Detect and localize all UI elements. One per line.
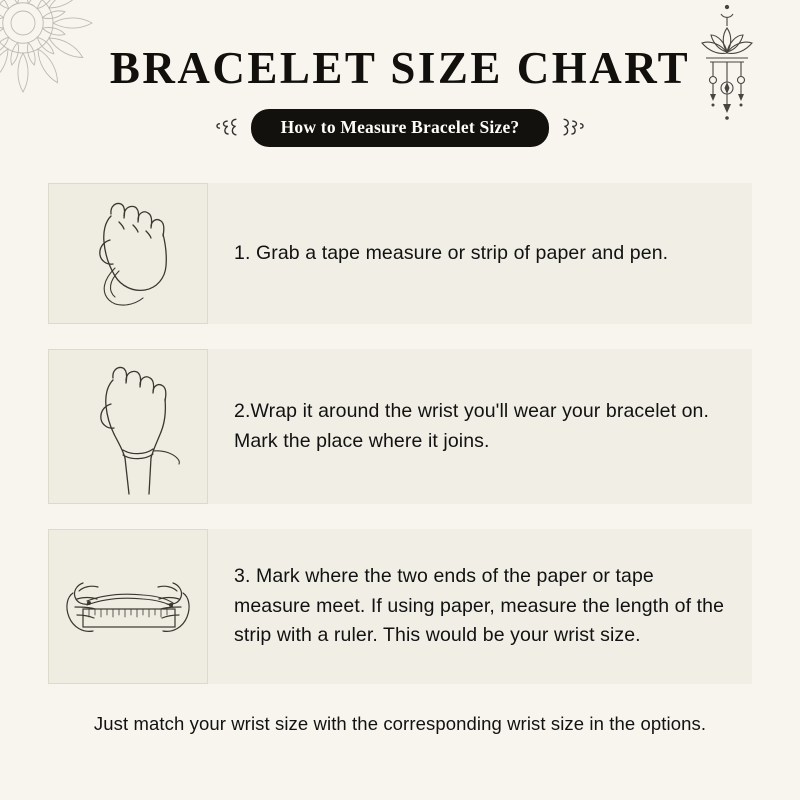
step-2-text: 2.Wrap it around the wrist you'll wear your bracelet on. Mark the place where it joins.	[234, 399, 710, 452]
list-item	[48, 349, 752, 504]
step-1-figure	[48, 183, 208, 324]
subtitle-row	[0, 109, 800, 147]
hands-measuring-strip-with-ruler-illustration	[53, 547, 203, 667]
list-item	[48, 183, 752, 324]
hand-with-tape-measure-illustration	[53, 188, 203, 320]
page-header	[0, 0, 800, 147]
page-title: BRACELET SIZE CHART	[109, 43, 691, 93]
step-3-text: 3. Mark where the two ends of the paper or tape measure meet. If using paper, measure the length of the strip with a ruler. This would be your wrist size.	[234, 565, 725, 647]
footer-note: Just match your wrist size with the corresponding wrist size in the options.	[93, 713, 707, 734]
flourish-ornament-left	[213, 115, 239, 141]
subtitle-pill: How to Measure Bracelet Size?	[251, 109, 550, 147]
step-2-figure	[48, 349, 208, 504]
step-3-figure	[48, 529, 208, 684]
flourish-ornament-right	[561, 115, 587, 141]
hand-wrapping-tape-around-wrist-illustration	[53, 354, 203, 500]
steps-list	[0, 183, 800, 684]
step-1-text: 1. Grab a tape measure or strip of paper and pen.	[234, 241, 669, 264]
list-item	[48, 529, 752, 684]
